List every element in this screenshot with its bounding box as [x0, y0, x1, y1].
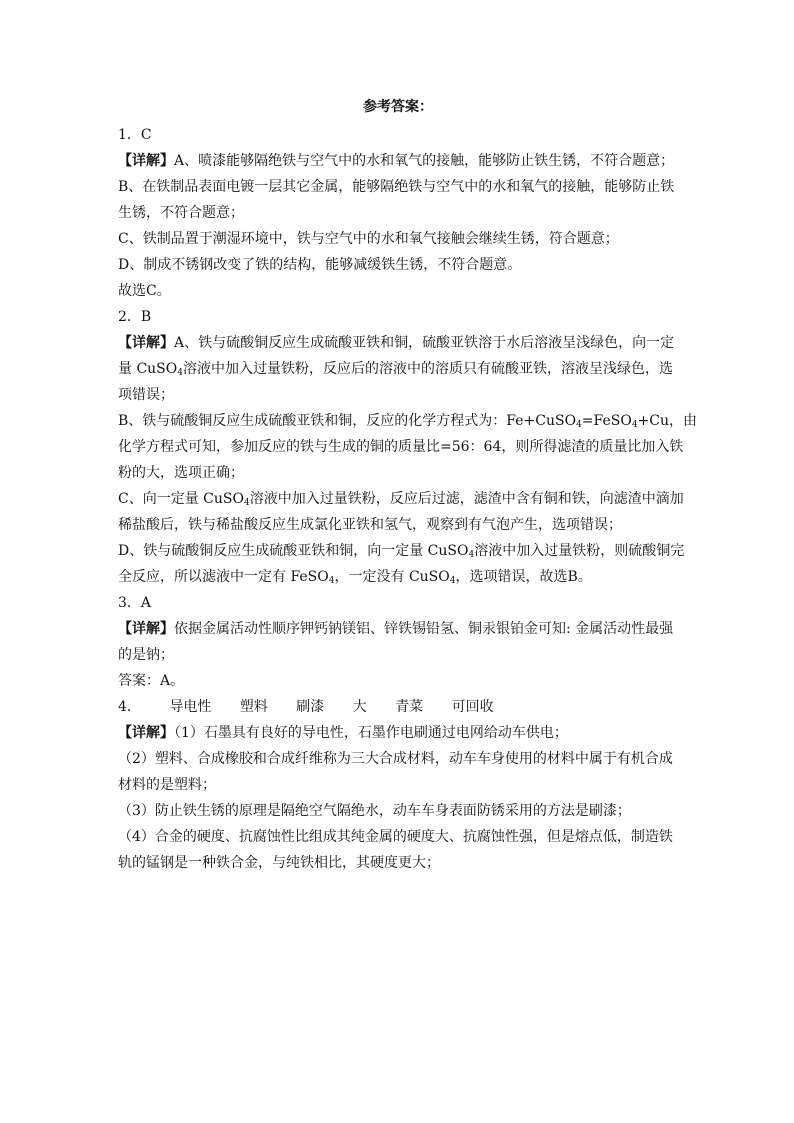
q1-line-3: 生锈，不符合题意；: [118, 205, 244, 221]
q4-line-4: （3）防止铁生锈的原理是隔绝空气隔绝水，动车车身表面防锈采用的方法是刷漆；: [118, 803, 631, 819]
q1-line-2: B、在铁制品表面电镀一层其它金属，能够隔绝铁与空气中的水和氧气的接触，能够防止铁: [118, 179, 675, 195]
q2-line-5: 化学方程式可知，参加反应的铁与生成的铜的质量比=56：64，则所得滤渣的质量比加入铁: [118, 439, 684, 455]
q4-line-1: 【详解】（1）石墨具有良好的导电性，石墨作电刷通过电网给动车供电；: [118, 725, 568, 741]
question-4-number: 4．: [118, 699, 141, 715]
q2-detail-tag: 【详解】: [118, 335, 174, 351]
q4-line-6: 轨的锰钢是一种铁合金，与纯铁相比，其硬度更大；: [118, 855, 440, 871]
q3-line-1: 【详解】依据金属活动性顺序钾钙钠镁铝、锌铁锡铅氢、铜汞银铂金可知: 金属活动性最强: [118, 621, 674, 637]
q2-line-4: B、铁与硫酸铜反应生成硫酸亚铁和铜，反应的化学方程式为：Fe+CuSO$_4$=FeSO$_4$+Cu，由: [118, 413, 698, 430]
q2-line-3: 项错误；: [118, 387, 174, 403]
page-title: 参考答案：: [363, 99, 433, 115]
answer-5: 青菜: [395, 699, 424, 715]
answer-3: 刷漆: [296, 699, 325, 715]
q2-line-6: 粉的大，选项正确；: [118, 465, 244, 481]
q2-line-2: 量 CuSO$_4$溶液中加入过量铁粉，反应后的溶液中的溶质只有硫酸亚铁，溶液呈浅绿色，选: [118, 361, 673, 378]
q3-line-2: 的是钠；: [118, 647, 174, 663]
answer-page: [118, 96, 698, 876]
question-2-number: 2．B: [118, 309, 152, 325]
q4-line-3: 材料的是塑料；: [118, 777, 216, 793]
q2-line-10: 全反应，所以滤液中一定有 FeSO$_4$，一定没有 CuSO$_4$，选项错误，故选B。: [118, 569, 592, 586]
answer-6: 可回收: [451, 699, 494, 715]
answer-4: 大: [352, 699, 367, 715]
answer-1: 导电性: [169, 699, 212, 715]
q1-line-6: 故选C。: [118, 283, 171, 299]
q2-line-8: 稀盐酸后，铁与稀盐酸反应生成氯化亚铁和氢气，观察到有气泡产生，选项错误；: [118, 517, 622, 533]
question-3-number: 3．A: [118, 595, 152, 611]
q4-detail-tag: 【详解】: [118, 725, 174, 741]
q2-line-7: C、向一定量 CuSO$_4$溶液中加入过量铁粉，反应后过滤，滤渣中含有铜和铁，向滤渣中滴加: [118, 491, 684, 508]
q3-detail-tag: 【详解】: [118, 621, 174, 637]
q3-line-3: 答案：A。: [118, 673, 185, 689]
q1-line-5: D、制成不锈钢改变了铁的结构，能够减缓铁生锈，不符合题意。: [118, 257, 522, 273]
q1-line-1: 【详解】A、喷漆能够隔绝铁与空气中的水和氧气的接触，能够防止铁生锈，不符合题意；: [118, 153, 675, 169]
q2-line-9: D、铁与硫酸铜反应生成硫酸亚铁和铜，向一定量 CuSO$_4$溶液中加入过量铁粉，则硫酸铜完: [118, 543, 685, 560]
q4-line-5: （4）合金的硬度、抗腐蚀性比组成其纯金属的硬度大、抗腐蚀性强，但是熔点低，制造铁: [118, 829, 673, 845]
question-1-number: 1．C: [118, 127, 152, 143]
q4-line-2: （2）塑料、合成橡胶和合成纤维称为三大合成材料，动车车身使用的材料中属于有机合成: [118, 751, 673, 767]
question-4-answers: [118, 694, 678, 720]
q1-line-4: C、铁制品置于潮湿环境中，铁与空气中的水和氧气接触会继续生锈，符合题意；: [118, 231, 619, 247]
q2-line-1: 【详解】A、铁与硫酸铜反应生成硫酸亚铁和铜，硫酸亚铁溶于水后溶液呈浅绿色，向一定: [118, 335, 675, 351]
answer-2: 塑料: [239, 699, 268, 715]
q1-detail-tag: 【详解】: [118, 153, 174, 169]
